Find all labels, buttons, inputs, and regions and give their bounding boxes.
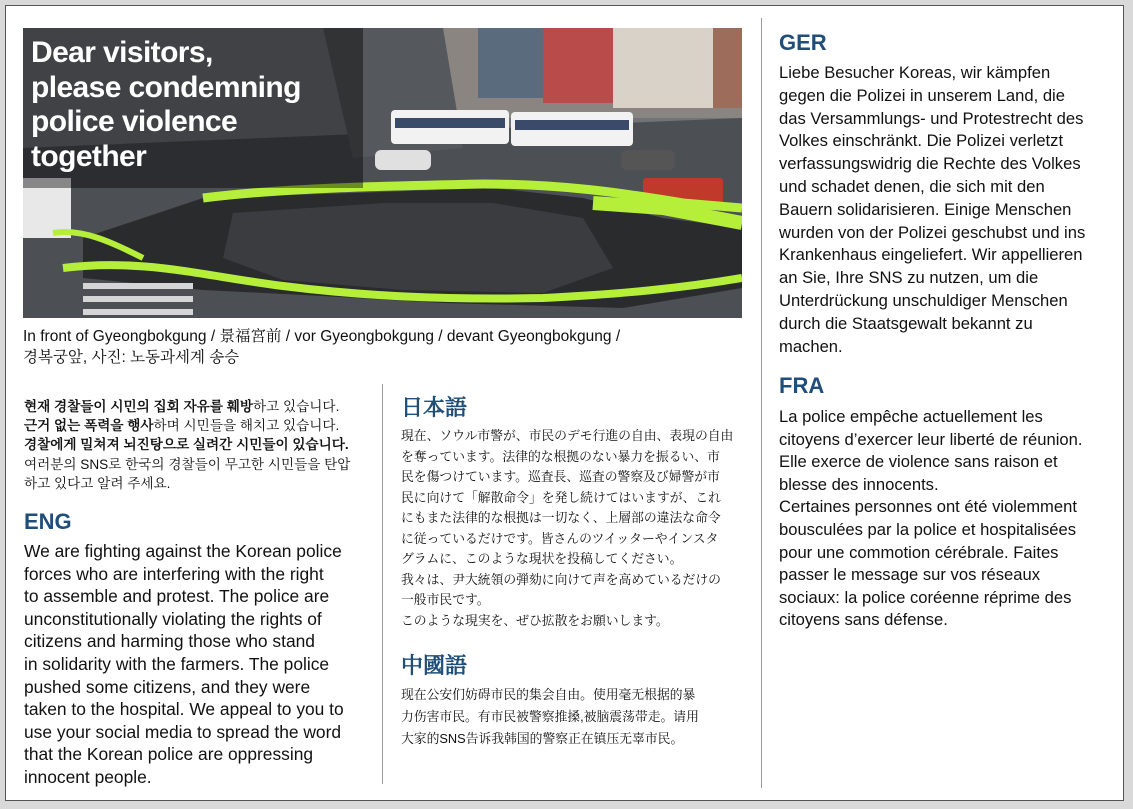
japanese-line: を奪っています。法律的な根拠のない暴力を振るい、市: [401, 448, 720, 464]
korean-section: [24, 397, 374, 493]
flyer-page: [5, 5, 1124, 801]
english-line: use your social media to spread the word: [24, 721, 342, 742]
french-line: blesse des innocents.: [779, 474, 939, 494]
german-line: verfassungswidrig die Rechte des Volkes: [779, 154, 1081, 174]
japanese-heading: 日本語: [401, 395, 468, 420]
japanese-line: にもまた法律的な根拠は一切なく、上層部の違法な命令: [401, 510, 721, 525]
german-line: wurden von der Polizei geschubst und ins: [779, 222, 1086, 242]
english-line: that the Korean police are oppressing: [24, 744, 314, 765]
german-line: Unterdrückung unschuldiger Menschen: [779, 290, 1068, 310]
chinese-line: 现在公安们妨碍市民的集会自由。使用毫无根据的暴: [401, 687, 696, 702]
english-line: pushed some citizens, and they were: [24, 676, 311, 697]
french-line: pour une commotion cérébrale. Faites: [779, 542, 1059, 562]
japanese-line: 一般市民です。: [401, 592, 490, 607]
photo-caption: [23, 326, 742, 368]
german-line: an Sie, Ihre SNS zu nutzen, um die: [779, 268, 1039, 288]
german-line: durch die Staatsgewalt bekannt zu: [779, 313, 1033, 333]
french-line: Elle exerce de violence sans raison et: [779, 452, 1058, 472]
english-line: forces who are interfering with the right: [24, 563, 324, 584]
caption-line-1: In front of Gyeongbokgung / 景福宮前 / vor Gyeongbokgung / devant Gyeongbokgung /: [23, 328, 621, 345]
japanese-line: 我々は、尹大統領の弾劾に向けて声を高めているだけの: [401, 571, 721, 587]
english-line: to assemble and protest. The police are: [24, 586, 330, 607]
german-line: das Versammlungs- und Protestrecht des: [779, 108, 1084, 128]
english-line: unconstitutionally violating the rights of: [24, 608, 322, 629]
english-line: taken to the hospital. We appeal to you to: [24, 699, 344, 720]
german-line: Volkes einschränkt. Die Polizei verletzt: [779, 131, 1064, 151]
english-line: citizens and harming those who stand: [24, 631, 315, 652]
japanese-line: 民を傷つけています。巡査長、巡査の警察及び婦警が市: [401, 469, 720, 484]
korean-line: 하고 있다고 알려 주세요.: [24, 475, 171, 491]
japanese-line: 民に向けて「解散命令」を発し続けてはいますが、これ: [401, 489, 721, 505]
chinese-section: [401, 653, 746, 750]
japanese-line: グラムに、このような現状を投稿してください。: [401, 551, 683, 566]
english-section: [24, 509, 376, 789]
headline-line-4: together: [31, 139, 147, 173]
french-line: La police empêche actuellement les: [779, 407, 1043, 426]
german-line: gegen die Polizei in unserem Land, die: [779, 85, 1065, 105]
headline-line-1: Dear visitors,: [31, 36, 213, 69]
english-line: in solidarity with the farmers. The police: [24, 653, 330, 674]
chinese-line: 大家的SNS告诉我韩国的警察正在镇压无辜市民。: [401, 731, 684, 746]
column-divider-right: [761, 18, 762, 788]
japanese-line: このような現実を、ぜひ拡散をお願いします。: [401, 612, 669, 628]
korean-line: 근거 없는 폭력을 행사하며 시민들을 해치고 있습니다.: [24, 418, 340, 434]
english-heading: ENG: [24, 509, 72, 534]
japanese-line: 現在、ソウル市警が、市民のデモ行進の自由、表現の自由: [401, 428, 734, 443]
japanese-line: に従っているだけです。皆さんのツイッターやインスタ: [401, 530, 719, 546]
caption-line-2: 경복궁앞, 사진: 노동과세계 송승: [23, 349, 240, 366]
german-line: Bauern solidarisieren. Einige Menschen: [779, 199, 1072, 219]
french-heading: FRA: [779, 373, 825, 398]
headline-line-3: police violence: [31, 105, 238, 138]
german-line: machen.: [779, 336, 843, 356]
german-line: Krankenhaus eingeliefert. Wir appellieren: [779, 245, 1083, 265]
korean-line: 여러분의 SNS로 한국의 경찰들이 무고한 시민들을 탄압: [24, 456, 351, 472]
german-heading: GER: [779, 30, 827, 55]
german-section: [779, 30, 1114, 358]
korean-line: 현재 경찰들이 시민의 집회 자유를 훼방하고 있습니다.: [24, 399, 340, 414]
german-line: Liebe Besucher Koreas, wir kämpfen: [779, 63, 1051, 82]
french-line: sociaux: la police coréenne réprime des: [779, 587, 1072, 607]
french-section: [779, 373, 1114, 632]
german-line: und schadet denen, die sich mit den: [779, 176, 1045, 196]
french-line: Certaines personnes ont été violemment: [779, 497, 1077, 517]
chinese-heading: 中國語: [401, 653, 468, 678]
english-line: We are fighting against the Korean police: [24, 541, 342, 561]
protest-photo: [23, 28, 742, 318]
french-line: passer le message sur vos réseaux: [779, 565, 1041, 585]
french-line: citoyens d’exercer leur liberté de réunion.: [779, 429, 1083, 449]
chinese-line: 力伤害市民。有市民被警察推搡,被脑震荡带走。请用: [401, 709, 699, 724]
japanese-section: [401, 395, 746, 631]
photo-headline: [23, 28, 363, 188]
french-line: citoyens sans défense.: [779, 610, 948, 630]
korean-line: 경찰에게 밀쳐져 뇌진탕으로 실려간 시민들이 있습니다.: [24, 437, 349, 453]
english-line: innocent people.: [24, 766, 152, 787]
french-line: bousculées par la police et hospitalisées: [779, 519, 1077, 539]
headline-line-2: please condemning: [31, 70, 301, 104]
column-divider-left: [382, 384, 383, 784]
